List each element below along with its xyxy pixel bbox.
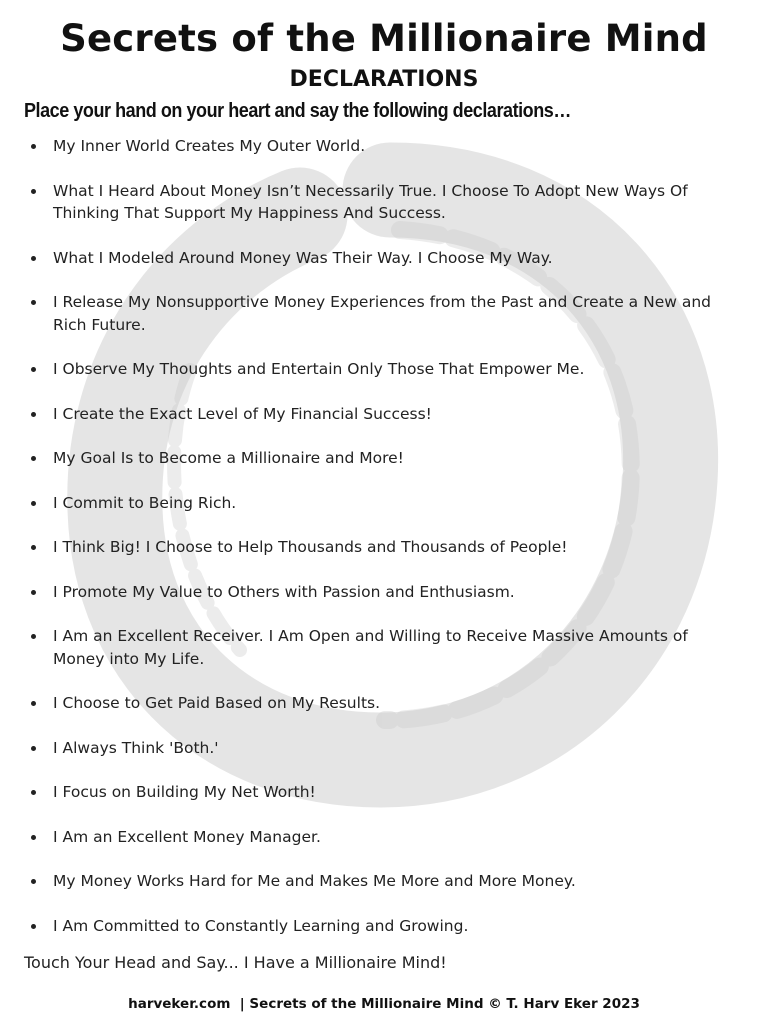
- list-item: My Goal Is to Become a Millionaire and More!: [28, 447, 718, 470]
- list-item: I Commit to Being Rich.: [28, 492, 718, 515]
- list-item: My Inner World Creates My Outer World.: [28, 135, 718, 158]
- list-item: I Am Committed to Constantly Learning and Growing.: [28, 915, 718, 938]
- list-item: My Money Works Hard for Me and Makes Me More and More Money.: [28, 870, 718, 893]
- page-subtitle: DECLARATIONS: [289, 67, 479, 92]
- footer-credit: harveker.com | Secrets of the Millionaire Mind © T. Harv Eker 2023: [128, 996, 640, 1012]
- declarations-list: [28, 135, 718, 959]
- list-item: I Am an Excellent Money Manager.: [28, 826, 718, 849]
- list-item: I Am an Excellent Receiver. I Am Open and Willing to Receive Massive Amounts of Money into My Life.: [28, 625, 718, 670]
- closing-statement: Touch Your Head and Say... I Have a Millionaire Mind!: [24, 953, 447, 972]
- page-title: Secrets of the Millionaire Mind: [60, 17, 708, 60]
- list-item: I Observe My Thoughts and Entertain Only Those That Empower Me.: [28, 358, 718, 381]
- list-item: I Always Think 'Both.': [28, 737, 718, 760]
- intro-instruction: Place your hand on your heart and say the following declarations…: [24, 100, 571, 122]
- list-item: I Focus on Building My Net Worth!: [28, 781, 718, 804]
- list-item: I Choose to Get Paid Based on My Results.: [28, 692, 718, 715]
- list-item: I Promote My Value to Others with Passion and Enthusiasm.: [28, 581, 718, 604]
- list-item: I Create the Exact Level of My Financial Success!: [28, 403, 718, 426]
- list-item: I Release My Nonsupportive Money Experiences from the Past and Create a New and Rich Future.: [28, 291, 718, 336]
- list-item: What I Heard About Money Isn’t Necessarily True. I Choose To Adopt New Ways Of Thinking That Support My Happiness And Success.: [28, 180, 718, 225]
- list-item: I Think Big! I Choose to Help Thousands and Thousands of People!: [28, 536, 718, 559]
- list-item: What I Modeled Around Money Was Their Way. I Choose My Way.: [28, 247, 718, 270]
